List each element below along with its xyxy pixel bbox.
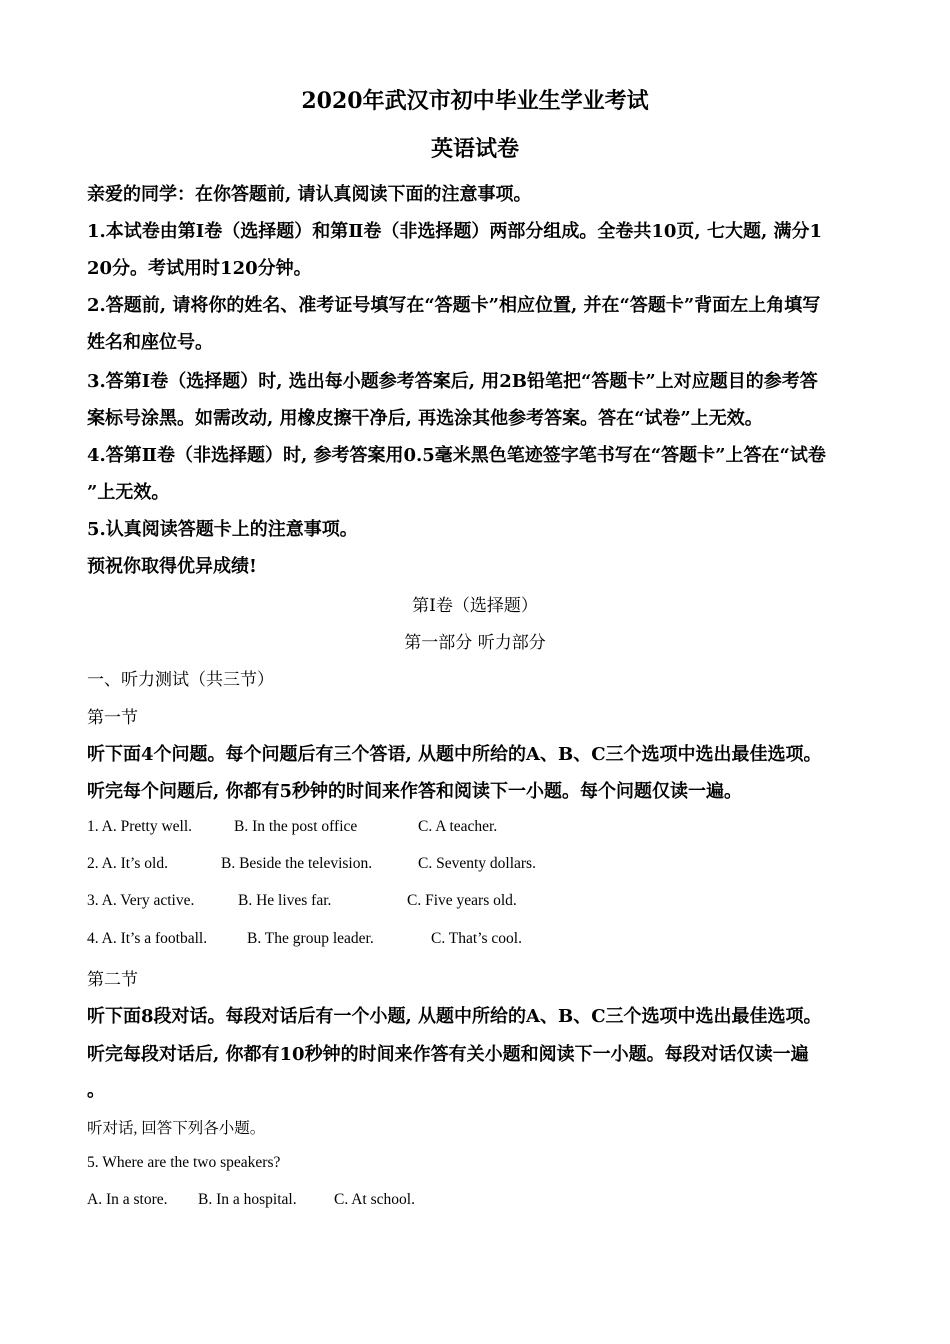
q2-option-b: B. Beside the television. — [221, 855, 373, 872]
listening-title: 一、听力测试（共三节） — [87, 670, 274, 690]
q1-option-c: C. A teacher. — [418, 818, 498, 835]
notice-item-1b: 20分。考试用时120分钟。 — [87, 258, 312, 279]
q3-option-b: B. He lives far. — [238, 892, 332, 909]
section1-instruction-b: 听完每个问题后, 你都有5秒钟的时间来作答和阅读下一小题。每个问题仅读一遍。 — [87, 781, 743, 802]
notice-item-2a: 2.答题前, 请将你的姓名、准考证号填写在“答题卡”相应位置, 并在“答题卡”背面左上角填写 — [87, 295, 821, 316]
exam-title: 2020年武汉市初中毕业生学业考试 — [301, 88, 649, 114]
question-5: 5. Where are the two speakers? — [87, 1154, 281, 1171]
listening-prompt: 听对话, 回答下列各小题。 — [87, 1120, 266, 1137]
notice-item-4b: ”上无效。 — [87, 482, 170, 503]
part-heading: 第Ⅰ卷（选择题） — [412, 596, 538, 616]
notice-item-3b: 案标号涂黑。如需改动, 用橡皮擦干净后, 再选涂其他参考答案。答在“试卷”上无效。 — [87, 408, 763, 429]
section2-instruction-a: 听下面8段对话。每段对话后有一个小题, 从题中所给的A、B、C三个选项中选出最佳选项。 — [87, 1006, 822, 1027]
section-heading: 第一部分 听力部分 — [404, 633, 546, 653]
notice-item-2b: 姓名和座位号。 — [87, 332, 213, 353]
notice-wish: 预祝你取得优异成绩! — [87, 556, 257, 577]
q5-option-b: B. In a hospital. — [198, 1191, 297, 1208]
q3-option-c: C. Five years old. — [407, 892, 517, 909]
q1-option-a: 1. A. Pretty well. — [87, 818, 193, 835]
section2-instruction-c: 。 — [87, 1080, 105, 1101]
section1-instruction-a: 听下面4个问题。每个问题后有三个答语, 从题中所给的A、B、C三个选项中选出最佳选项。 — [87, 744, 822, 765]
notice-item-5: 5.认真阅读答题卡上的注意事项。 — [87, 519, 358, 540]
q5-option-c: C. At school. — [334, 1191, 415, 1208]
notice-item-1a: 1.本试卷由第Ⅰ卷（选择题）和第Ⅱ卷（非选择题）两部分组成。全卷共10页, 七大题, 满分1 — [87, 221, 823, 242]
section1-label: 第一节 — [87, 708, 138, 728]
q3-option-a: 3. A. Very active. — [87, 892, 195, 909]
q4-option-c: C. That’s cool. — [431, 930, 522, 947]
q2-option-c: C. Seventy dollars. — [418, 855, 536, 872]
q4-option-b: B. The group leader. — [247, 930, 374, 947]
notice-item-4a: 4.答第Ⅱ卷（非选择题）时, 参考答案用0.5毫米黑色笔迹签字笔书写在“答题卡”上答在“试卷 — [87, 445, 826, 466]
q4-option-a: 4. A. It’s a football. — [87, 930, 208, 947]
section2-instruction-b: 听完每段对话后, 你都有10秒钟的时间来作答有关小题和阅读下一小题。每段对话仅读一遍 — [87, 1044, 809, 1065]
q1-option-b: B. In the post office — [234, 818, 358, 835]
q2-option-a: 2. A. It’s old. — [87, 855, 168, 872]
notice-intro: 亲爱的同学：在你答题前, 请认真阅读下面的注意事项。 — [87, 184, 532, 205]
notice-item-3a: 3.答第Ⅰ卷（选择题）时, 选出每小题参考答案后, 用2B铅笔把“答题卡”上对应题目的参考答 — [87, 371, 818, 392]
exam-subtitle: 英语试卷 — [430, 136, 519, 162]
q5-option-a: A. In a store. — [87, 1191, 168, 1208]
section2-label: 第二节 — [87, 970, 138, 990]
